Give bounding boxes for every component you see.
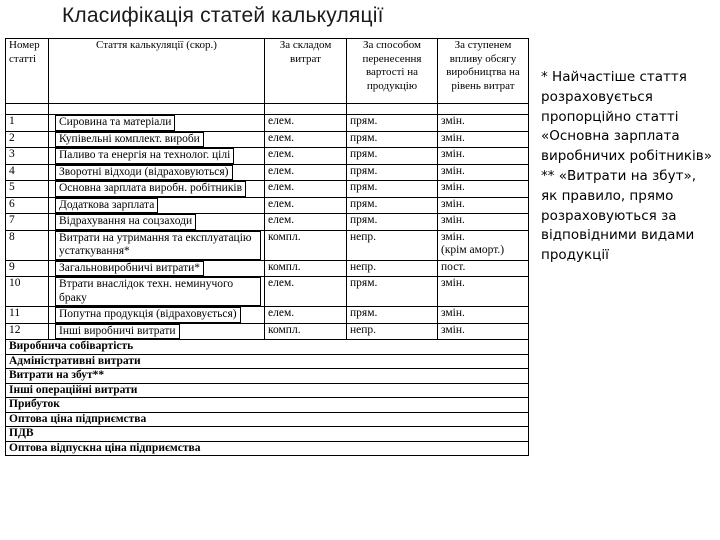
row-number: 11 [6,307,49,324]
row-allocation: прям. [347,181,438,198]
row-item-name: Купівельні комплект. вироби [49,131,265,148]
row-composition: елем. [265,181,347,198]
row-composition: компл. [265,260,347,277]
row-allocation: прям. [347,148,438,165]
row-allocation: непр. [347,260,438,277]
row-composition: елем. [265,307,347,324]
total-row [6,427,529,442]
total-label: Оптова відпускна ціна підприємства [6,441,529,456]
row-item-name: Витрати на утримання та експлуатацію устаткування* [49,230,265,260]
footnote-2: ** «Витрати на збут», як правило, прямо розраховуються за відповідними видами продукції [541,167,697,264]
header-variability: За ступенем впливу обсягу виробництва на рівень витрат [438,39,529,104]
header-allocation: За способом перенесення вартості на продукцію [347,39,438,104]
row-variability: змін. [438,214,529,231]
row-allocation: прям. [347,277,438,307]
row-composition: компл. [265,323,347,340]
table-row [6,214,529,231]
row-number: 1 [6,115,49,132]
header-item: Стаття калькуляції (скор.) [49,39,265,104]
cost-items-table [5,38,529,456]
row-allocation: непр. [347,230,438,260]
row-allocation: непр. [347,323,438,340]
table-row [6,277,529,307]
row-variability: змін. [438,277,529,307]
table-row [6,131,529,148]
row-item-name: Втрати внаслідок техн. неминучого браку [49,277,265,307]
table-row [6,230,529,260]
row-number: 8 [6,230,49,260]
row-number: 2 [6,131,49,148]
table-row [6,181,529,198]
row-number: 12 [6,323,49,340]
row-allocation: прям. [347,164,438,181]
row-variability: змін. (крім аморт.) [438,230,529,260]
row-number: 4 [6,164,49,181]
table-row [6,260,529,277]
row-variability-note: (крім аморт.) [441,244,505,256]
row-variability: змін. [438,307,529,324]
total-row [6,369,529,384]
row-number: 6 [6,197,49,214]
total-label: Оптова ціна підприємства [6,412,529,427]
row-variability: змін. [438,164,529,181]
row-item-name: Додаткова зарплата [49,197,265,214]
total-label: ПДВ [6,427,529,442]
table-spacer-row [6,104,529,115]
row-number: 3 [6,148,49,165]
row-item-name: Загальновиробничі витрати* [49,260,265,277]
table-row [6,197,529,214]
footnote-1: * Найчастіше стаття розраховується пропорційно статті «Основна зарплата виробничих робітників» [541,69,713,165]
row-variability: змін. [438,115,529,132]
total-label: Прибуток [6,398,529,413]
total-label: Інші операційні витрати [6,383,529,398]
total-label: Витрати на збут** [6,369,529,384]
row-variability: змін. [438,323,529,340]
row-composition: елем. [265,164,347,181]
row-item-name: Основна зарплата виробн. робітників [49,181,265,198]
row-number: 9 [6,260,49,277]
slide-title: Класифікація статей калькуляції [62,4,384,27]
row-variability: змін. [438,197,529,214]
total-row [6,340,529,355]
header-composition: За складом витрат [265,39,347,104]
table-header-row [6,39,529,104]
header-number: Номер статті [6,39,49,104]
table-row [6,307,529,324]
row-allocation: прям. [347,131,438,148]
total-label: Адміністративні витрати [6,354,529,369]
row-item-name: Паливо та енергія на технолог. цілі [49,148,265,165]
row-allocation: прям. [347,307,438,324]
row-composition: елем. [265,131,347,148]
row-variability: пост. [438,260,529,277]
row-allocation: прям. [347,214,438,231]
total-row [6,398,529,413]
row-composition: елем. [265,115,347,132]
total-row [6,383,529,398]
table-row [6,164,529,181]
row-number: 7 [6,214,49,231]
row-number: 10 [6,277,49,307]
total-row [6,354,529,369]
table-row [6,148,529,165]
row-item-name: Інші виробничі витрати [49,323,265,340]
row-variability: змін. [438,148,529,165]
footnotes [541,68,716,266]
row-composition: елем. [265,214,347,231]
row-item-name: Відрахування на соцзаходи [49,214,265,231]
total-row [6,412,529,427]
row-variability: змін. [438,131,529,148]
row-item-name: Зворотні відходи (відраховуються) [49,164,265,181]
row-allocation: прям. [347,115,438,132]
row-number: 5 [6,181,49,198]
row-item-name: Попутна продукція (відраховується) [49,307,265,324]
row-composition: елем. [265,197,347,214]
table-row [6,323,529,340]
row-allocation: прям. [347,197,438,214]
row-composition: елем. [265,148,347,165]
total-label: Виробнича собівартість [6,340,529,355]
total-row [6,441,529,456]
row-variability: змін. [438,181,529,198]
row-composition: елем. [265,277,347,307]
row-item-name: Сировина та матеріали [49,115,265,132]
table-row [6,115,529,132]
row-composition: компл. [265,230,347,260]
